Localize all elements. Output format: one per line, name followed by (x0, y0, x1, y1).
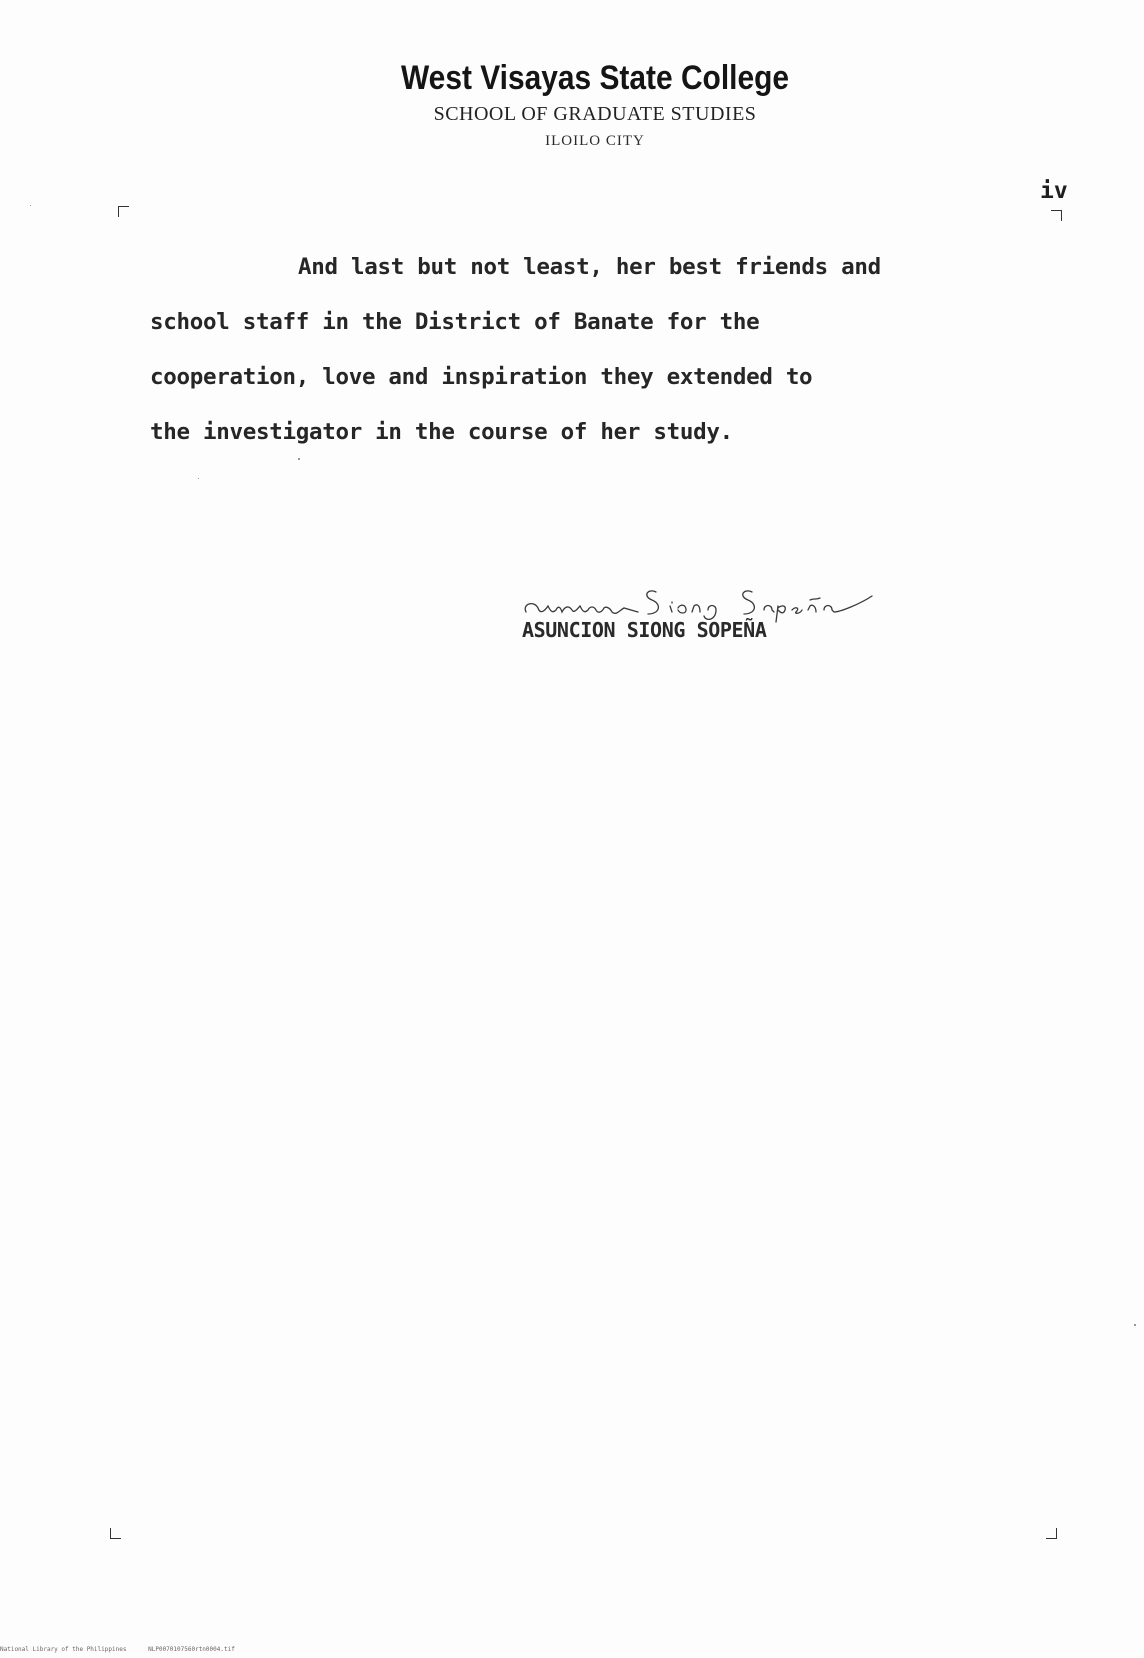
city-name: ILOILO CITY (545, 133, 645, 149)
paragraph-line: the investigator in the course of her study. (150, 419, 733, 445)
school-name: SCHOOL OF GRADUATE STUDIES (433, 103, 757, 125)
scan-speck (30, 205, 31, 206)
signature-block (520, 582, 920, 642)
crop-mark-bottom-right (1046, 1528, 1057, 1539)
scan-footer (0, 1646, 235, 1653)
letterhead (0, 58, 1144, 150)
scan-speck (198, 478, 199, 479)
acknowledgment-paragraph (150, 240, 1070, 460)
scan-speck (298, 458, 300, 460)
paragraph-line: school staff in the District of Banate for the (150, 309, 760, 335)
crop-mark-top-left (118, 206, 129, 217)
college-name: West Visayas State College (400, 59, 790, 97)
scan-speck (1134, 1324, 1136, 1326)
crop-mark-bottom-left (110, 1528, 121, 1539)
footer-filename: NLP0070107560rtn0004.tif (148, 1646, 235, 1653)
typed-name: ASUNCION SIONG SOPEÑA (522, 618, 767, 642)
page-number: iv (1040, 178, 1068, 204)
crop-mark-top-right (1051, 210, 1062, 221)
paragraph-line: cooperation, love and inspiration they extended to (150, 364, 813, 390)
footer-library: National Library of the Philippines (0, 1646, 127, 1653)
paragraph-line: And last but not least, her best friends and (298, 254, 881, 280)
